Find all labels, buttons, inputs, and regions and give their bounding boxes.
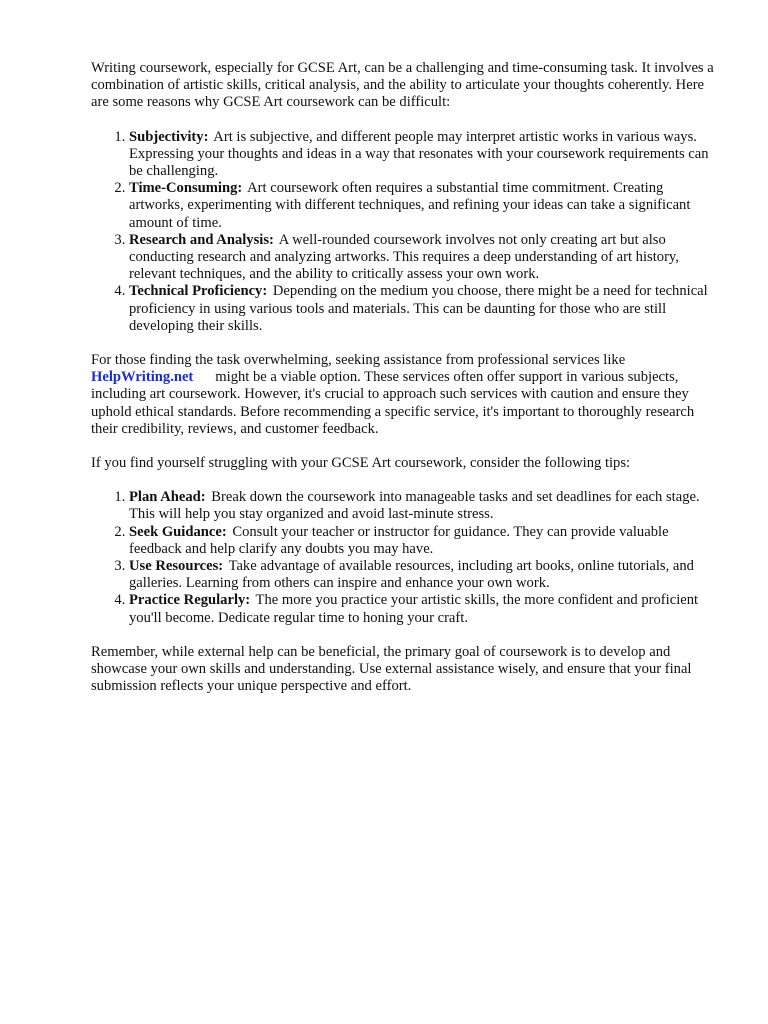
list-item (129, 283, 721, 335)
tips-intro-paragraph: If you find yourself struggling with your GCSE Art coursework, consider the following tips: (91, 455, 631, 472)
reason-term: Technical Proficiency: (129, 283, 268, 300)
list-item (129, 489, 721, 523)
tip-text: Consult your teacher or instructor for guidance. They can provide valuable feedback and help clarify any doubts you may have. (129, 523, 669, 557)
tip-term: Practice Regularly: (129, 592, 251, 609)
reason-term: Subjectivity: (129, 128, 209, 145)
tip-text: The more you practice your artistic skills, the more confident and proficient you'll become. Dedicate regular time to honing your craft. (129, 592, 699, 626)
tips-list (91, 489, 721, 627)
reason-text: Art is subjective, and different people may interpret artistic works in various ways. Expressing your thoughts and ideas in a way that resonates with your coursework requirements can be challenging. (129, 128, 709, 180)
helpwriting-link[interactable]: HelpWriting.net (91, 369, 194, 386)
reason-text: Depending on the medium you choose, there might be a need for technical proficiency in using various tools and materials. This can be daunting for those who are still developing their skills. (129, 283, 708, 334)
reason-text: A well-rounded coursework involves not only creating art but also conducting research and analyzing artworks. This requires a deep understanding of art history, relevant techniques, and the ability to critically assess your own work. (129, 231, 679, 283)
reason-text: Art coursework often requires a substantial time commitment. Creating artworks, experimenting with different techniques, and refining your ideas can take a significant amount of time. (129, 180, 691, 231)
tip-term: Plan Ahead: (129, 489, 206, 506)
tip-term: Seek Guidance: (129, 523, 227, 540)
list-item (129, 232, 721, 284)
closing-paragraph: Remember, while external help can be beneficial, the primary goal of coursework is to develop and showcase your own skills and understanding. Use external assistance wisely, and ensure that your final submission reflects your unique perspective and effort. (91, 643, 692, 695)
assistance-text-before: For those finding the task overwhelming, seeking assistance from professional services like (91, 352, 626, 369)
reason-term: Time-Consuming: (129, 180, 243, 197)
list-item (129, 558, 721, 592)
tip-term: Use Resources: (129, 558, 224, 575)
document-page (91, 60, 721, 713)
tip-text: Take advantage of available resources, including art books, online tutorials, and galleries. Learning from others can inspire and enhance your own work. (129, 558, 694, 592)
reasons-list (91, 129, 721, 335)
reason-term: Research and Analysis: (129, 231, 274, 248)
assistance-paragraph (91, 352, 721, 438)
list-item (129, 129, 721, 181)
list-item (129, 592, 721, 626)
assistance-text-after: might be a viable option. These services often offer support in various subjects, including art coursework. However, it's crucial to approach such services with caution and ensure they uphold ethical standards. Before recommending a specific service, it's important to thoroughly research their credibility, reviews, and customer feedback. (91, 369, 695, 437)
tip-text: Break down the coursework into manageable tasks and set deadlines for each stage. This will help you stay organized and avoid last-minute stress. (129, 489, 700, 523)
list-item (129, 524, 721, 558)
intro-paragraph: Writing coursework, especially for GCSE Art, can be a challenging and time-consuming task. It involves a combination of artistic skills, critical analysis, and the ability to articulate your thoughts coherently. Here are some reasons why GCSE Art coursework can be difficult: (91, 60, 714, 111)
list-item (129, 180, 721, 232)
